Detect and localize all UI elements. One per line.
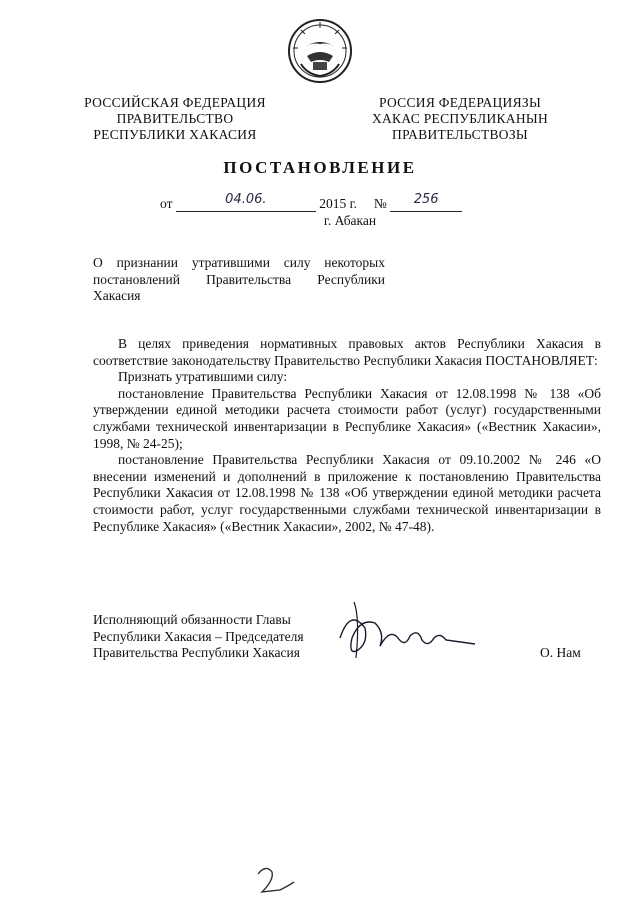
- signature-block: [93, 612, 304, 662]
- year-label: 2015 г.: [319, 196, 357, 211]
- number-handwritten: 256: [413, 192, 439, 207]
- header-right-line: ХАКАС РЕСПУБЛИКАНЫН: [371, 111, 549, 126]
- header-right-line: ПРАВИТЕЛЬСТВОЗЫ: [392, 127, 528, 142]
- handwritten-page-number: [250, 862, 300, 898]
- subject-block: [93, 255, 385, 305]
- header-left: [70, 95, 280, 143]
- body-paragraph: постановление Правительства Республики Хакасия от 12.08.1998 № 138 «Об утверждении единой методики расчета стоимости работ (услуг) государственными службами технической инвентаризации в Республике Хакасия» («Вестник Хакасии», 1998, № 24-25);: [93, 385, 601, 451]
- body-paragraph: В целях приведения нормативных правовых актов Республики Хакасия в соответствие законодательству Правительство Республики Хакасия ПОСТАНОВЛЯЕТ:: [93, 336, 601, 368]
- header-left-line: РЕСПУБЛИКИ ХАКАСИЯ: [93, 127, 257, 142]
- document-body: [93, 336, 601, 535]
- signatory-title-line: Правительства Республики Хакасия: [93, 645, 300, 660]
- city-label: г. Абакан: [323, 213, 377, 228]
- subject-line: Хакасия: [93, 288, 141, 303]
- document-title: ПОСТАНОВЛЕНИЕ: [223, 158, 417, 177]
- header-left-line: ПРАВИТЕЛЬСТВО: [116, 111, 234, 126]
- header-right-line: РОССИЯ ФЕДЕРАЦИЯЗЫ: [378, 95, 542, 110]
- date-field: [176, 192, 316, 212]
- date-line: [160, 192, 462, 212]
- handwritten-signature: [330, 598, 480, 668]
- body-paragraph: постановление Правительства Республики Хакасия от 09.10.2002 № 246 «О внесении изменений и дополнений в приложение к постановлению Правительства Республики Хакасия от 12.08.1998 № 138 «Об утверждении единой методики расчета стоимости работ, услуг государственными службами технической инвентаризации в Республике Хакасия» («Вестник Хакасии», 2002, № 47-48).: [93, 452, 601, 534]
- header-left-line: РОССИЙСКАЯ ФЕДЕРАЦИЯ: [84, 95, 266, 110]
- signatory-name: О. Нам: [540, 645, 581, 660]
- signatory-title-line: Исполняющий обязанности Главы: [93, 612, 291, 627]
- number-field: [390, 192, 462, 212]
- subject-line: постановлений Правительства Республики: [93, 271, 385, 287]
- from-label: от: [160, 196, 173, 211]
- header-right: [350, 95, 570, 143]
- body-paragraph: Признать утратившими силу:: [118, 369, 288, 385]
- date-handwritten: 04.06.: [225, 192, 267, 207]
- republic-khakassia-emblem-icon: [287, 18, 353, 84]
- subject-line: О признании утратившими силу некоторых: [93, 255, 385, 270]
- number-label: №: [373, 196, 387, 211]
- signatory-title-line: Республики Хакасия – Председателя: [93, 628, 304, 644]
